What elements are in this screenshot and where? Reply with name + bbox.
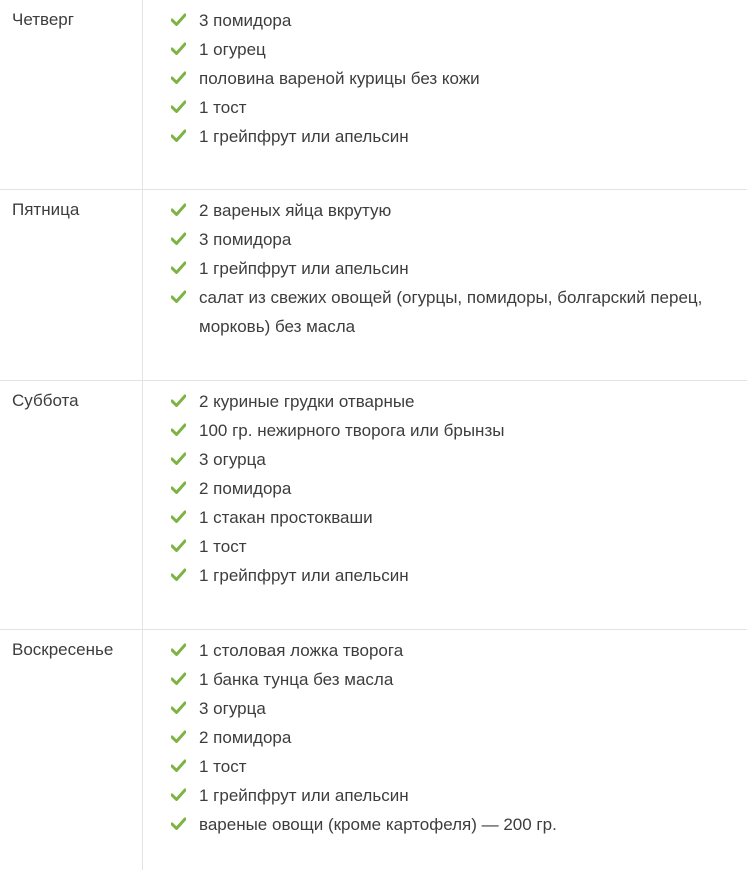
food-list bbox=[170, 196, 730, 341]
day-label: Воскресенье bbox=[12, 640, 114, 659]
list-item-text: 2 вареных яйца вкрутую bbox=[199, 201, 392, 220]
check-icon bbox=[171, 203, 186, 216]
list-item-text: 1 банка тунца без масла bbox=[199, 670, 394, 689]
list-item-text: 1 грейпфрут или апельсин bbox=[199, 786, 409, 805]
check-icon bbox=[171, 290, 186, 303]
list-item-text: 1 тост bbox=[199, 98, 247, 117]
check-icon bbox=[171, 701, 186, 714]
list-item-text: половина вареной курицы без кожи bbox=[199, 69, 480, 88]
check-icon bbox=[171, 759, 186, 772]
table-row bbox=[0, 381, 747, 630]
list-item bbox=[170, 35, 730, 64]
list-item bbox=[170, 416, 730, 445]
list-item-text: 1 огурец bbox=[199, 40, 266, 59]
list-item-text: 1 тост bbox=[199, 537, 247, 556]
list-item bbox=[170, 122, 730, 151]
check-icon bbox=[171, 423, 186, 436]
list-item-text: 1 тост bbox=[199, 757, 247, 776]
list-item-text: 2 помидора bbox=[199, 728, 292, 747]
check-icon bbox=[171, 452, 186, 465]
check-icon bbox=[171, 788, 186, 801]
column-divider bbox=[142, 630, 143, 870]
check-icon bbox=[171, 539, 186, 552]
day-label: Четверг bbox=[12, 10, 74, 29]
list-item bbox=[170, 752, 730, 781]
food-list bbox=[170, 6, 730, 151]
table-row bbox=[0, 0, 747, 190]
list-item bbox=[170, 723, 730, 752]
check-icon bbox=[171, 129, 186, 142]
column-divider bbox=[142, 381, 143, 629]
check-icon bbox=[171, 730, 186, 743]
day-label: Пятница bbox=[12, 200, 80, 219]
table-row bbox=[0, 190, 747, 381]
list-item-text: 1 грейпфрут или апельсин bbox=[199, 566, 409, 585]
list-item bbox=[170, 254, 730, 283]
list-item-text: 100 гр. нежирного творога или брынзы bbox=[199, 421, 505, 440]
list-item-text: 1 столовая ложка творога bbox=[199, 641, 404, 660]
food-list bbox=[170, 387, 730, 590]
list-item-text: 2 куриные грудки отварные bbox=[199, 392, 415, 411]
check-icon bbox=[171, 817, 186, 830]
list-item bbox=[170, 64, 730, 93]
list-item-text: 1 грейпфрут или апельсин bbox=[199, 259, 409, 278]
check-icon bbox=[171, 672, 186, 685]
list-item bbox=[170, 387, 730, 416]
check-icon bbox=[171, 232, 186, 245]
list-item-text: вареные овощи (кроме картофеля) — 200 гр. bbox=[199, 815, 557, 834]
list-item-text: 2 помидора bbox=[199, 479, 292, 498]
check-icon bbox=[171, 261, 186, 274]
list-item bbox=[170, 196, 730, 225]
list-item bbox=[170, 665, 730, 694]
list-item bbox=[170, 93, 730, 122]
list-item-text: 1 грейпфрут или апельсин bbox=[199, 127, 409, 146]
list-item bbox=[170, 781, 730, 810]
check-icon bbox=[171, 481, 186, 494]
table-row bbox=[0, 630, 747, 870]
check-icon bbox=[171, 42, 186, 55]
list-item bbox=[170, 445, 730, 474]
check-icon bbox=[171, 394, 186, 407]
list-item bbox=[170, 532, 730, 561]
list-item bbox=[170, 503, 730, 532]
check-icon bbox=[171, 643, 186, 656]
check-icon bbox=[171, 13, 186, 26]
list-item-text: 1 стакан простокваши bbox=[199, 508, 373, 527]
list-item-text: 3 огурца bbox=[199, 699, 266, 718]
check-icon bbox=[171, 510, 186, 523]
list-item bbox=[170, 225, 730, 254]
check-icon bbox=[171, 100, 186, 113]
list-item-text: 3 помидора bbox=[199, 11, 292, 30]
list-item bbox=[170, 694, 730, 723]
food-list bbox=[170, 636, 730, 839]
column-divider bbox=[142, 0, 143, 189]
check-icon bbox=[171, 71, 186, 84]
list-item bbox=[170, 474, 730, 503]
list-item bbox=[170, 636, 730, 665]
list-item-text: салат из свежих овощей (огурцы, помидоры, болгарский перец, морковь) без масла bbox=[199, 288, 703, 336]
column-divider bbox=[142, 190, 143, 380]
list-item-text: 3 огурца bbox=[199, 450, 266, 469]
list-item bbox=[170, 6, 730, 35]
day-label: Суббота bbox=[12, 391, 79, 410]
list-item bbox=[170, 810, 730, 839]
list-item bbox=[170, 283, 730, 341]
check-icon bbox=[171, 568, 186, 581]
list-item bbox=[170, 561, 730, 590]
list-item-text: 3 помидора bbox=[199, 230, 292, 249]
